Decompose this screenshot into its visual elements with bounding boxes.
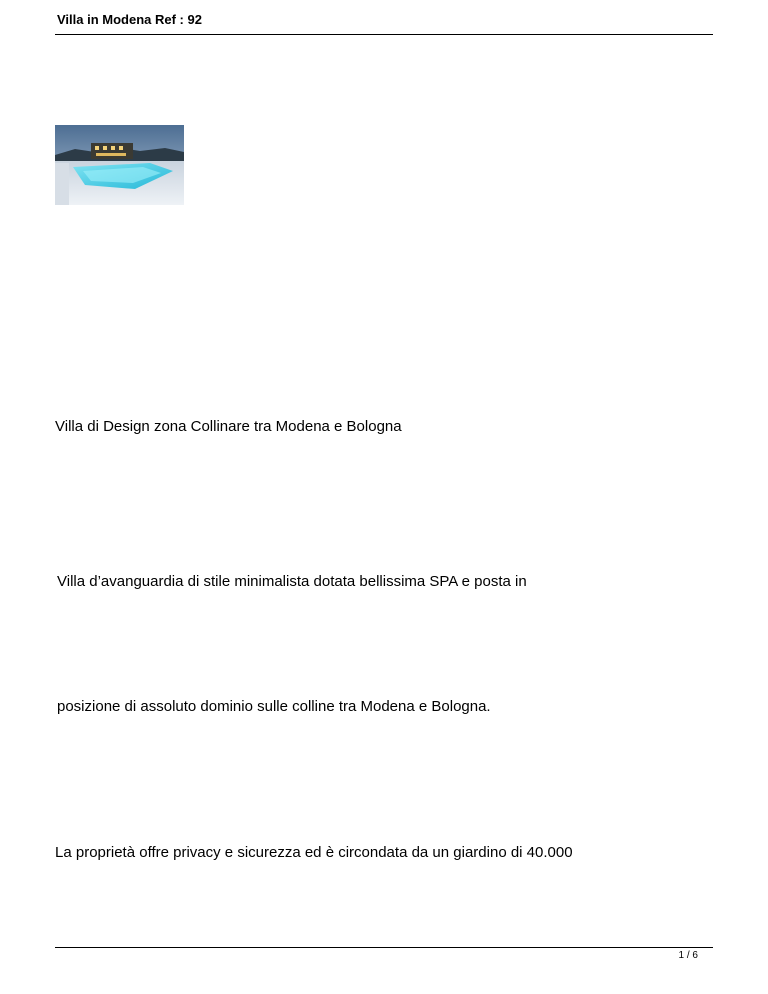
description-line-3: La proprietà offre privacy e sicurezza ed è circondata da un giardino di 40.000 <box>55 844 573 861</box>
document-header-title: Villa in Modena Ref : 92 <box>57 12 202 27</box>
footer-divider <box>55 947 713 948</box>
villa-title-line: Villa di Design zona Collinare tra Modena e Bologna <box>55 418 402 435</box>
description-line-2: posizione di assoluto dominio sulle colline tra Modena e Bologna. <box>57 698 491 715</box>
villa-pool-photo <box>55 125 184 205</box>
description-line-1: Villa d’avanguardia di stile minimalista dotata bellissima SPA e posta in <box>57 573 527 590</box>
header-divider <box>55 34 713 35</box>
villa-pool-image <box>55 125 184 205</box>
page-number: 1 / 6 <box>678 950 698 961</box>
